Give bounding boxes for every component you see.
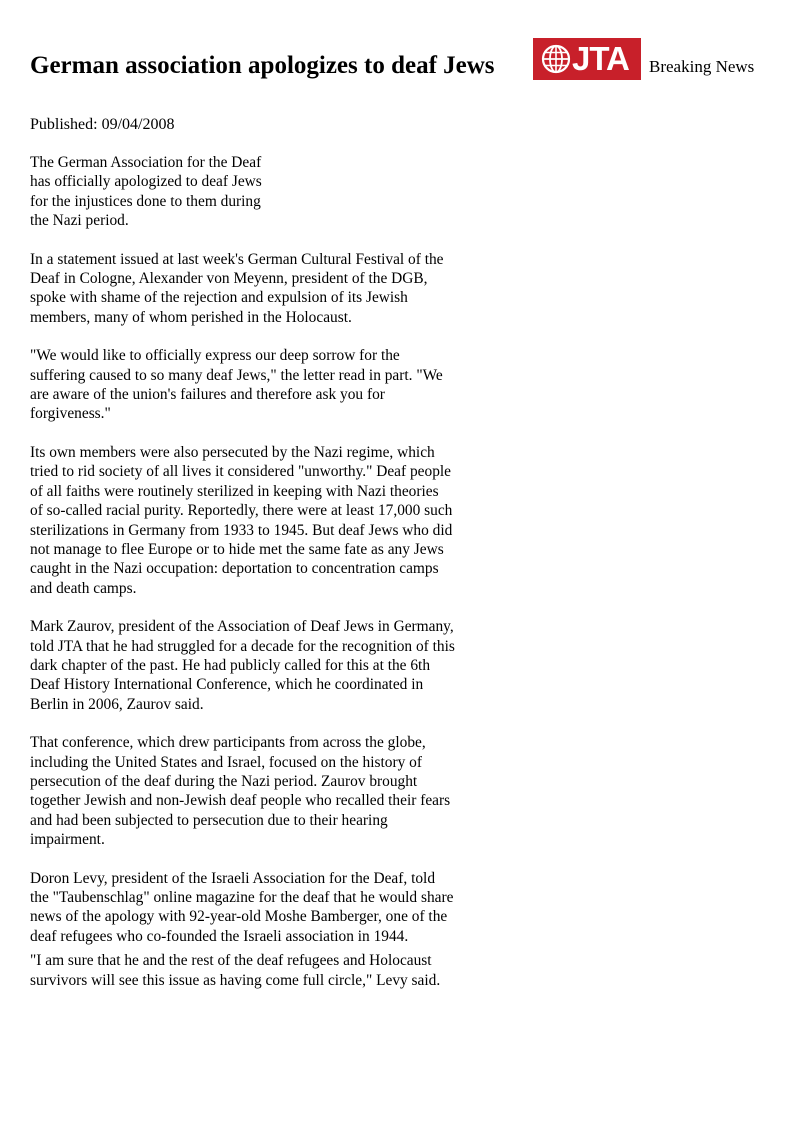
page-title: German association apologizes to deaf Jews	[30, 52, 495, 79]
section-label: Breaking News	[649, 57, 755, 76]
article-paragraph: Mark Zaurov, president of the Association of Deaf Jews in Germany, told JTA that he had struggled for a decade for the recognition of this dark chapter of the past. He had publicly called for this at the 6th Deaf History International Conference, which he coordinated in Berlin in 2006, Zaurov said.	[30, 618, 455, 713]
globe-icon	[541, 44, 571, 74]
article-paragraph: The German Association for the Deaf has officially apologized to deaf Jews for the injustices done to them during the Nazi period.	[30, 154, 262, 230]
logo-text: JTA	[572, 40, 629, 77]
publish-date: Published: 09/04/2008	[30, 116, 175, 133]
article-paragraph: In a statement issued at last week's German Cultural Festival of the Deaf in Cologne, Alexander von Meyenn, president of the DGB, spoke with shame of the rejection and expulsion of its Jewish members, many of whom perished in the Holocaust.	[30, 250, 444, 326]
article-paragraph: Doron Levy, president of the Israeli Association for the Deaf, told the "Taubenschlag" online magazine for the deaf that he would share news of the apology with 92-year-old Moshe Bamberger, one of the deaf refugees who co-founded the Israeli association in 1944.	[30, 869, 454, 945]
article-body	[30, 153, 455, 1009]
article-paragraph: "I am sure that he and the rest of the deaf refugees and Holocaust survivors will see this issue as having come full circle," Levy said.	[30, 952, 441, 989]
article-paragraph: Its own members were also persecuted by the Nazi regime, which tried to rid society of all lives it considered "unworthy." Deaf people of all faiths were routinely sterilized in keeping with Nazi theories of so-called racial purity. Reportedly, there were at least 17,000 such sterilizations in Germany from 1933 to 1945. But deaf Jews who did not manage to flee Europe or to hide met the same fate as any Jews caught in the Nazi occupation: deportation to concentration camps and death camps.	[30, 443, 453, 597]
article-paragraph: That conference, which drew participants from across the globe, including the United States and Israel, focused on the history of persecution of the deaf during the Nazi period. Zaurov brought together Jewish and non-Jewish deaf people who recalled their fears and had been subjected to persecution due to their hearing impairment.	[30, 734, 451, 849]
jta-logo	[533, 38, 641, 80]
article-paragraph: "We would like to officially express our deep sorrow for the suffering caused to so many deaf Jews," the letter read in part. "We are aware of the union's failures and therefore ask you for forgiveness."	[30, 347, 443, 423]
